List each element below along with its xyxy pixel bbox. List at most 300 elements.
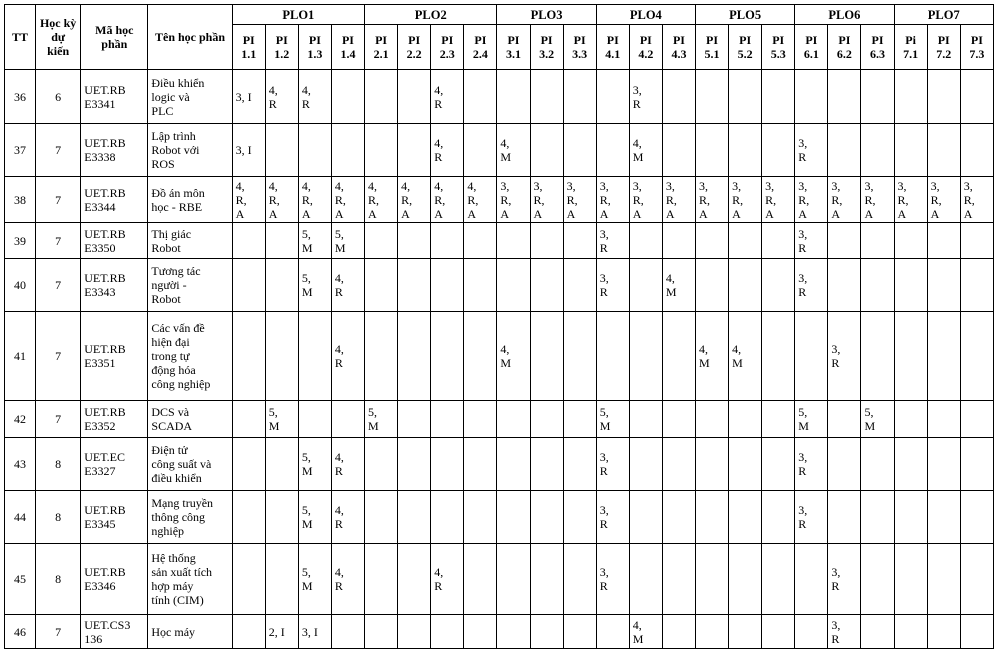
cell-pi-value: [894, 223, 927, 259]
cell-pi-value: [695, 259, 728, 312]
cell-pi-value: [762, 615, 795, 649]
cell-pi-value: [398, 70, 431, 124]
header-pi-prefix: PI: [308, 33, 321, 47]
cell-pi-value: [762, 223, 795, 259]
cell-pi-value: [960, 70, 993, 124]
cell-pi-value: [431, 491, 464, 544]
cell-tt: 46: [5, 615, 36, 649]
cell-tt: 41: [5, 312, 36, 401]
cell-pi-value: [927, 401, 960, 438]
cell-pi-value: [729, 544, 762, 615]
cell-pi-value: 4, R, A: [331, 177, 364, 223]
cell-pi-value: [464, 259, 497, 312]
header-pi: [530, 25, 563, 70]
cell-course-code: UET.RB E3346: [81, 544, 148, 615]
header-pi-number: 1.1: [241, 47, 257, 61]
cell-pi-value: [695, 544, 728, 615]
header-pi: [729, 25, 762, 70]
cell-pi-value: [596, 312, 629, 401]
cell-pi-value: [464, 438, 497, 491]
cell-pi-value: [232, 491, 265, 544]
cell-pi-value: [563, 401, 596, 438]
cell-pi-value: [365, 70, 398, 124]
header-ma-hoc-phan: Mã học phần: [81, 5, 148, 70]
cell-pi-value: [398, 312, 431, 401]
cell-pi-value: [265, 223, 298, 259]
table-row: [5, 401, 994, 438]
cell-pi-value: 4, R: [331, 438, 364, 491]
cell-pi-value: 4, M: [662, 259, 695, 312]
cell-pi-value: [629, 312, 662, 401]
header-pi-number: 1.3: [307, 47, 323, 61]
cell-pi-value: 4, R, A: [431, 177, 464, 223]
cell-pi-value: [762, 124, 795, 177]
cell-pi-value: [497, 438, 530, 491]
header-ten-hoc-phan: Tên học phần: [148, 5, 232, 70]
cell-pi-value: 3, R, A: [695, 177, 728, 223]
header-pi-number: 5.2: [737, 47, 753, 61]
cell-pi-value: [629, 438, 662, 491]
cell-pi-value: [695, 124, 728, 177]
cell-pi-value: [331, 615, 364, 649]
cell-pi-value: [530, 70, 563, 124]
cell-pi-value: 4, R, A: [398, 177, 431, 223]
cell-pi-value: [629, 401, 662, 438]
cell-pi-value: 3, R, A: [497, 177, 530, 223]
cell-pi-value: [662, 491, 695, 544]
header-pi-prefix: PI: [805, 33, 818, 47]
header-pi-number: 3.2: [539, 47, 555, 61]
cell-pi-value: [530, 312, 563, 401]
cell-pi-value: [265, 124, 298, 177]
header-plo-group: PLO2: [365, 5, 497, 25]
cell-pi-value: [464, 312, 497, 401]
cell-pi-value: [960, 491, 993, 544]
cell-pi-value: [894, 615, 927, 649]
cell-pi-value: [563, 312, 596, 401]
cell-pi-value: [927, 259, 960, 312]
cell-tt: 37: [5, 124, 36, 177]
header-pi: [695, 25, 728, 70]
cell-pi-value: [861, 70, 894, 124]
cell-pi-value: 3, R: [596, 259, 629, 312]
cell-pi-value: [596, 615, 629, 649]
cell-tt: 38: [5, 177, 36, 223]
cell-hoc-ky: 7: [36, 124, 81, 177]
cell-pi-value: [398, 438, 431, 491]
header-pi: [596, 25, 629, 70]
cell-pi-value: [861, 223, 894, 259]
header-pi: [960, 25, 993, 70]
cell-tt: 42: [5, 401, 36, 438]
cell-pi-value: [861, 438, 894, 491]
cell-pi-value: 4, M: [497, 124, 530, 177]
table-row: [5, 70, 994, 124]
header-pi-prefix: PI: [739, 33, 752, 47]
cell-pi-value: [464, 70, 497, 124]
cell-course-name: Điều khiển logic và PLC: [148, 70, 232, 124]
cell-pi-value: 3, I: [232, 124, 265, 177]
header-pi: [629, 25, 662, 70]
header-pi-prefix: PI: [706, 33, 719, 47]
header-pi-number: 2.3: [439, 47, 455, 61]
cell-course-code: UET.RB E3345: [81, 491, 148, 544]
cell-pi-value: [331, 124, 364, 177]
cell-pi-value: 3, R: [795, 491, 828, 544]
cell-pi-value: [530, 223, 563, 259]
cell-pi-value: 5, M: [298, 491, 331, 544]
header-pi-prefix: PI: [838, 33, 851, 47]
cell-hoc-ky: 7: [36, 177, 81, 223]
cell-course-name: Mạng truyền thông công nghiệp: [148, 491, 232, 544]
header-pi: [265, 25, 298, 70]
cell-pi-value: [662, 438, 695, 491]
cell-pi-value: [960, 312, 993, 401]
cell-pi-value: 3, R: [795, 124, 828, 177]
plo-mapping-table: [4, 4, 994, 649]
cell-pi-value: [431, 615, 464, 649]
cell-pi-value: [729, 124, 762, 177]
cell-pi-value: 3, R: [828, 544, 861, 615]
cell-pi-value: [662, 401, 695, 438]
header-pi-prefix: PI: [937, 33, 950, 47]
cell-pi-value: [530, 401, 563, 438]
cell-tt: 44: [5, 491, 36, 544]
cell-pi-value: 4, R: [431, 124, 464, 177]
cell-hoc-ky: 7: [36, 259, 81, 312]
cell-pi-value: [530, 491, 563, 544]
cell-pi-value: [729, 401, 762, 438]
cell-pi-value: [596, 124, 629, 177]
cell-pi-value: [464, 544, 497, 615]
header-pi: [232, 25, 265, 70]
cell-pi-value: [497, 223, 530, 259]
header-pi: [795, 25, 828, 70]
cell-course-code: UET.RB E3341: [81, 70, 148, 124]
cell-pi-value: [431, 259, 464, 312]
cell-pi-value: [497, 544, 530, 615]
cell-pi-value: [530, 438, 563, 491]
cell-pi-value: [762, 70, 795, 124]
cell-tt: 39: [5, 223, 36, 259]
cell-pi-value: [497, 401, 530, 438]
cell-pi-value: [365, 438, 398, 491]
cell-pi-value: [298, 312, 331, 401]
cell-pi-value: [365, 312, 398, 401]
cell-pi-value: 4, R, A: [298, 177, 331, 223]
table-row: [5, 177, 994, 223]
cell-pi-value: [795, 312, 828, 401]
cell-pi-value: [563, 124, 596, 177]
cell-pi-value: [563, 491, 596, 544]
cell-pi-value: 3, R, A: [795, 177, 828, 223]
cell-course-code: UET.RB E3338: [81, 124, 148, 177]
cell-pi-value: [398, 615, 431, 649]
cell-pi-value: [861, 312, 894, 401]
cell-pi-value: [265, 259, 298, 312]
cell-course-code: UET.RB E3352: [81, 401, 148, 438]
cell-pi-value: 3, R: [795, 223, 828, 259]
cell-pi-value: [530, 124, 563, 177]
cell-pi-value: [795, 544, 828, 615]
cell-course-code: UET.CS3 136: [81, 615, 148, 649]
cell-pi-value: [861, 491, 894, 544]
cell-pi-value: 3, R: [596, 223, 629, 259]
header-plo-group: PLO4: [596, 5, 695, 25]
cell-pi-value: [563, 615, 596, 649]
cell-pi-value: 3, R, A: [563, 177, 596, 223]
cell-pi-value: 3, R, A: [861, 177, 894, 223]
header-pi: [828, 25, 861, 70]
header-pi: [662, 25, 695, 70]
cell-pi-value: [365, 259, 398, 312]
header-pi-prefix: PI: [275, 33, 288, 47]
header-pi-number: 3.3: [572, 47, 588, 61]
header-pi-number: 4.2: [638, 47, 654, 61]
cell-pi-value: [232, 401, 265, 438]
cell-pi-value: 4, R, A: [365, 177, 398, 223]
cell-pi-value: 4, M: [695, 312, 728, 401]
cell-pi-value: [398, 544, 431, 615]
cell-pi-value: [464, 615, 497, 649]
cell-pi-value: [398, 223, 431, 259]
cell-pi-value: [629, 223, 662, 259]
cell-pi-value: [894, 312, 927, 401]
cell-pi-value: [431, 401, 464, 438]
cell-pi-value: [497, 259, 530, 312]
cell-pi-value: 4, R: [431, 544, 464, 615]
header-plo-group: PLO6: [795, 5, 894, 25]
cell-pi-value: 3, R, A: [629, 177, 662, 223]
cell-pi-value: 3, R, A: [662, 177, 695, 223]
cell-pi-value: [927, 124, 960, 177]
cell-tt: 40: [5, 259, 36, 312]
cell-pi-value: [695, 223, 728, 259]
cell-pi-value: [629, 491, 662, 544]
cell-pi-value: [232, 615, 265, 649]
cell-pi-value: [662, 70, 695, 124]
cell-pi-value: 3, R: [629, 70, 662, 124]
cell-pi-value: [795, 70, 828, 124]
header-pi-number: 2.1: [373, 47, 389, 61]
cell-pi-value: 5, M: [861, 401, 894, 438]
cell-pi-value: [960, 615, 993, 649]
cell-pi-value: [365, 544, 398, 615]
cell-pi-value: [497, 615, 530, 649]
header-pi: [894, 25, 927, 70]
table-body: [5, 70, 994, 649]
cell-pi-value: [927, 312, 960, 401]
cell-pi-value: 5, M: [596, 401, 629, 438]
cell-course-code: UET.RB E3350: [81, 223, 148, 259]
cell-pi-value: [331, 401, 364, 438]
cell-pi-value: [894, 544, 927, 615]
header-pi-number: 7.3: [969, 47, 985, 61]
cell-pi-value: 4, M: [629, 615, 662, 649]
cell-pi-value: [365, 223, 398, 259]
cell-pi-value: [894, 259, 927, 312]
cell-pi-value: [729, 259, 762, 312]
header-pi-number: 6.1: [803, 47, 819, 61]
cell-course-name: Thị giác Robot: [148, 223, 232, 259]
cell-hoc-ky: 6: [36, 70, 81, 124]
cell-pi-value: [629, 544, 662, 615]
cell-pi-value: [662, 124, 695, 177]
cell-pi-value: 3, R, A: [596, 177, 629, 223]
cell-pi-value: [596, 70, 629, 124]
cell-pi-value: [828, 438, 861, 491]
cell-pi-value: 5, M: [331, 223, 364, 259]
cell-pi-value: 3, R, A: [729, 177, 762, 223]
header-pi-prefix: PI: [341, 33, 354, 47]
cell-pi-value: 4, R: [298, 70, 331, 124]
cell-pi-value: [828, 70, 861, 124]
cell-hoc-ky: 8: [36, 491, 81, 544]
header-pi-number: 6.2: [836, 47, 852, 61]
cell-course-name: Tương tác người - Robot: [148, 259, 232, 312]
cell-course-name: Hệ thống sản xuất tích hợp máy tính (CIM): [148, 544, 232, 615]
cell-pi-value: [232, 438, 265, 491]
cell-pi-value: 4, R: [265, 70, 298, 124]
cell-pi-value: [431, 312, 464, 401]
cell-pi-value: 4, M: [629, 124, 662, 177]
cell-pi-value: 3, R: [795, 259, 828, 312]
cell-course-code: UET.RB E3343: [81, 259, 148, 312]
header-pi-prefix: PI: [375, 33, 388, 47]
header-pi: [464, 25, 497, 70]
header-pi-prefix: PI: [970, 33, 983, 47]
cell-pi-value: [497, 70, 530, 124]
cell-pi-value: [298, 124, 331, 177]
cell-pi-value: [894, 491, 927, 544]
cell-pi-value: [563, 70, 596, 124]
cell-pi-value: [232, 544, 265, 615]
table-row: [5, 615, 994, 649]
table-row: [5, 223, 994, 259]
cell-hoc-ky: 7: [36, 615, 81, 649]
cell-pi-value: [762, 259, 795, 312]
cell-pi-value: [695, 401, 728, 438]
cell-pi-value: [828, 124, 861, 177]
header-pi: [398, 25, 431, 70]
header-pi-prefix: PI: [772, 33, 785, 47]
header-pi: [431, 25, 464, 70]
cell-pi-value: 3, I: [298, 615, 331, 649]
header-pi: [927, 25, 960, 70]
cell-pi-value: [960, 259, 993, 312]
cell-pi-value: [927, 438, 960, 491]
cell-course-name: Các vấn đề hiện đại trong tự động hóa công nghiệp: [148, 312, 232, 401]
header-pi-prefix: PI: [474, 33, 487, 47]
cell-pi-value: [762, 401, 795, 438]
cell-pi-value: [729, 223, 762, 259]
cell-pi-value: [298, 401, 331, 438]
cell-pi-value: [398, 124, 431, 177]
header-pi-prefix: PI: [639, 33, 652, 47]
header-plo-group: PLO3: [497, 5, 596, 25]
cell-pi-value: [861, 124, 894, 177]
cell-pi-value: [497, 491, 530, 544]
cell-pi-value: 5, M: [298, 438, 331, 491]
cell-pi-value: [729, 615, 762, 649]
header-pi-prefix: PI: [871, 33, 884, 47]
cell-pi-value: [960, 223, 993, 259]
cell-pi-value: 3, R, A: [960, 177, 993, 223]
header-pi: [365, 25, 398, 70]
cell-pi-value: [828, 259, 861, 312]
cell-pi-value: 3, R: [596, 438, 629, 491]
cell-pi-value: [927, 70, 960, 124]
cell-pi-value: [398, 259, 431, 312]
cell-pi-value: [331, 70, 364, 124]
header-hoc-ky: Học kỳ dự kiến: [36, 5, 81, 70]
cell-pi-value: [695, 438, 728, 491]
header-pi-number: 5.3: [770, 47, 786, 61]
cell-pi-value: [662, 223, 695, 259]
cell-course-code: UET.EC E3327: [81, 438, 148, 491]
header-pi-number: 2.2: [406, 47, 422, 61]
cell-pi-value: [431, 438, 464, 491]
cell-pi-value: [563, 544, 596, 615]
cell-pi-value: 4, R: [431, 70, 464, 124]
cell-pi-value: 5, M: [298, 259, 331, 312]
header-pi-prefix: PI: [242, 33, 255, 47]
cell-pi-value: [563, 259, 596, 312]
cell-pi-value: [464, 491, 497, 544]
cell-tt: 43: [5, 438, 36, 491]
cell-pi-value: [265, 312, 298, 401]
header-plo-group: PLO5: [695, 5, 794, 25]
cell-pi-value: [563, 438, 596, 491]
table-header: [5, 5, 994, 70]
header-pi-prefix: PI: [540, 33, 553, 47]
header-pi-prefix: PI: [672, 33, 685, 47]
cell-hoc-ky: 8: [36, 438, 81, 491]
cell-pi-value: [762, 544, 795, 615]
header-pi-prefix: PI: [507, 33, 520, 47]
cell-course-code: UET.RB E3351: [81, 312, 148, 401]
cell-pi-value: [861, 259, 894, 312]
cell-pi-value: 5, M: [265, 401, 298, 438]
cell-pi-value: [828, 401, 861, 438]
cell-pi-value: 4, R, A: [232, 177, 265, 223]
cell-tt: 36: [5, 70, 36, 124]
cell-pi-value: [662, 544, 695, 615]
header-pi-number: 1.4: [340, 47, 356, 61]
cell-pi-value: 5, M: [795, 401, 828, 438]
cell-pi-value: 3, R, A: [828, 177, 861, 223]
header-pi: [331, 25, 364, 70]
cell-pi-value: [265, 544, 298, 615]
cell-pi-value: 3, I: [232, 70, 265, 124]
cell-pi-value: [828, 223, 861, 259]
cell-pi-value: [232, 312, 265, 401]
cell-pi-value: [398, 401, 431, 438]
cell-pi-value: [927, 544, 960, 615]
header-pi: [298, 25, 331, 70]
cell-course-code: UET.RB E3344: [81, 177, 148, 223]
cell-pi-value: [365, 124, 398, 177]
cell-pi-value: 3, R, A: [530, 177, 563, 223]
cell-hoc-ky: 7: [36, 312, 81, 401]
cell-pi-value: 4, M: [729, 312, 762, 401]
cell-pi-value: [662, 615, 695, 649]
header-pi-number: 4.3: [671, 47, 687, 61]
header-pi-number: 1.2: [274, 47, 290, 61]
cell-pi-value: 4, R: [331, 544, 364, 615]
cell-pi-value: [431, 223, 464, 259]
cell-pi-value: [365, 615, 398, 649]
